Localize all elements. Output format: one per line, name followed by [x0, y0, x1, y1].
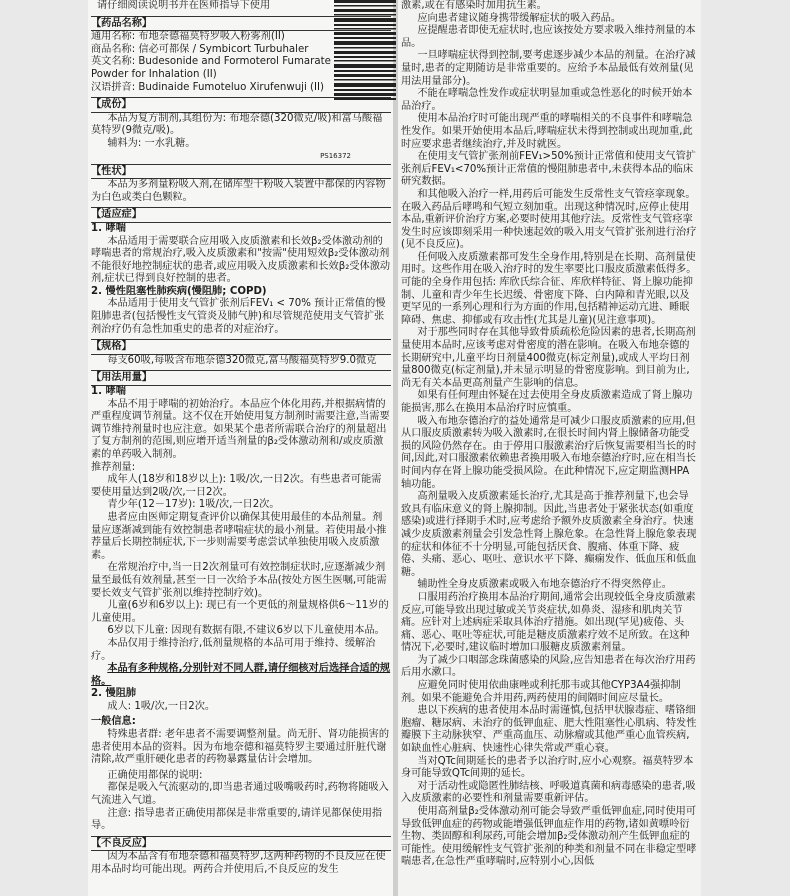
correct-use-text: 都保是吸入气流驱动的,即当患者通过吸嘴吸药时,药物将随吸入气流进入气道。	[91, 782, 389, 807]
usage-paragraph-1: 本品不用于哮喘的初始治疗。本品应个体化用药,并根据病情的严重程度调节剂量。这不仅在开始使用复方制剂时需要注意,当需要调节维持剂量时也应注意。如果某个患者所需联合治疗的剂量超出了复方制剂的范围,则应增开适当剂量的β₂受体激动剂和/或皮质激素的单药吸入制剂。	[91, 398, 390, 460]
right-para-11: 如果有任何理由怀疑在过去使用全身皮质激素造成了肾上腺功能损害,那么在换用本品治疗时应慎重。	[401, 390, 693, 414]
right-para-7: 在使用支气管扩张剂前FEV₁>50%预计正常值和使用支气管扩张剂后FEV₁<70%预计正常值的慢阻肺患者中,未获得本品的临床研究数据。	[401, 151, 696, 188]
properties-text: 本品为多剂量粉吸入剂,在储库型干粉吸入装置中都保的内容物为白色或类白色颗粒。	[91, 179, 386, 203]
child-dose: 儿童(6岁和6岁以上): 现已有一个更低的剂量规格供6～11岁的儿童使用。	[91, 600, 389, 624]
indication-asthma-text: 本品适用于需要联合应用吸入皮质激素和长效β₂受体激动剂的哮喘患者的常规治疗,吸入皮质激素和"按需"使用短效β₂受体激动剂不能很好地控制症状的患者,或应用吸入皮质激素和长效β₂受体激动剂,症状已得到良好控制的患者。	[91, 235, 391, 285]
section-heading-usage: 【用法用量】	[91, 370, 391, 386]
spec-text: 每支60吸,每吸含布地奈德320微克,富马酸福莫特罗9.0微克	[107, 354, 377, 366]
usage-paragraph-3: 在常规治疗中,当一日2次剂量可有效控制症状时,应逐渐减少剂量至最低有效剂量,甚至一日一次给予本品(按处方医生医嘱,可能需要长效支气管扩张剂以维持控制疗效)。	[91, 562, 387, 599]
right-para-8: 和其他吸入治疗一样,用药后可能发生反常性支气管痉挛现象。在吸入药品后哮鸣和气短立刻加重。出现这种情况时,应停止使用本品,重新评价治疗方案,必要时使用其他疗法。反常性支气管痉挛发生时应该即刻采用一种快速起效的吸入用支气管扩张剂进行治疗(见不良反应)。	[401, 188, 697, 251]
general-info-title: 一般信息:	[91, 716, 136, 728]
right-para-6: 使用本品治疗时可能出现严重的哮喘相关的不良事件和哮喘急性发作。如果开始使用本品后,哮喘症状未得到控制或出现加重,此时应要求患者继续治疗,并及时就医。	[401, 113, 693, 150]
section-heading-spec: 【规格】	[91, 339, 391, 355]
composition-text: 本品为复方制剂,其组份为: 布地奈德(320微克/吸)和富马酸福莫特罗(9微克/吸)。	[91, 112, 383, 137]
indication-asthma-title: 1. 哮喘	[91, 222, 126, 234]
right-para-17: 应避免同时使用依曲康唑或利托那韦或其他CYP3A4强抑制剂。如果不能避免合并用药,两药使用的间隔时间应尽量长。	[401, 680, 681, 704]
right-para-2: 应向患者建议随身携带缓解症状的吸入药品。	[417, 12, 622, 24]
right-para-13: 高剂量吸入皮质激素延长治疗,尤其是高于推荐剂量下,也会导致具有临床意义的肾上腺抑制。因此,当患者处于紧张状态(如重度感染)或进行择期手术时,应考虑给予额外皮质激素全身治疗。快速减少皮质激素剂量会引发急性肾上腺危象。在急性肾上腺危象表现的症状和体征不十分明显,可能包括厌食、腹痛、体重下降、疲倦、头痛、恶心、呕吐、意识水平下降、癫痫发作、低血压和低血糖。	[401, 491, 697, 578]
section-heading-drug-name: 【药品名称】	[91, 16, 391, 32]
right-para-15: 口服用药治疗换用本品治疗期间,通常会出现较低全身皮质激素反应,可能导致出现过敏或关节炎症状,如鼻炎、湿疹和肌肉关节痛。应针对上述病症采取具体治疗措施。如出现(罕见)疲倦、头痛、恶心、呕吐等症状,可能是糖皮质激素疗效不足所致。在这种情况下,必要时,建议临时增加口服糖皮质激素剂量。	[401, 591, 696, 654]
pinyin-name: 汉语拼音: Budinaide Fumoteluo Xirufenwuji (II)	[91, 81, 325, 93]
instruction-line: 请仔细阅读说明书并在医师指导下使用	[97, 0, 271, 11]
section-heading-indication: 【适应症】	[91, 207, 391, 223]
right-para-9: 任何吸入皮质激素都可发生全身作用,特别是在长期、高剂量使用时。这些作用在吸入治疗时的发生率要比口服皮质激素低得多。可能的全身作用包括: 库欣氏综合征、库欣样特征、肾上腺功能抑制、儿童和青少年生长迟缓、骨密度下降、白内障和青光眼,以及更罕见的一系列心理和行为方面的作用,包括精神运动亢进、睡眠障碍、焦虑、抑郁或有攻击性(尤其是儿童)(见注意事项)。	[401, 251, 697, 326]
teen-dose: 青少年(12－17岁): 1吸/次,一日2次。	[107, 499, 280, 511]
right-para-10: 对于那些同时存在其他导致骨质疏松危险因素的患者,长期高剂量使用本品时,应该考虑对骨密度的潜在影响。在吸入布地奈德的长期研究中,儿童平均日剂量400微克(标定剂量),或成人平均日剂量800微克(标定剂量),并未显示明显的骨密度影响。到目前为止,尚无有关本品更高剂量产生影响的信息。	[401, 327, 696, 389]
correct-use-title: 正确使用都保的说明:	[107, 769, 203, 781]
trade-name: 商品名称: 信必可都保 / Symbicort Turbuhaler	[91, 43, 309, 55]
right-para-14: 辅助性全身皮质激素或吸入布地奈德治疗不得突然停止。	[417, 579, 672, 591]
indication-copd-title: 2. 慢性阻塞性肺疾病(慢阻肺; COPD)	[91, 285, 267, 297]
right-para-4: 一旦哮喘症状得到控制,要考虑逐步减少本品的剂量。在治疗减量时,患者的定期随访是非常重要的。应给予本品最低有效剂量(见用法用量部分)。	[401, 50, 696, 87]
specification-warning: 本品有多种规格,分别针对不同人群,请仔细核对后选择合适的规格。	[91, 663, 391, 687]
indication-copd-text: 本品适用于使用支气管扩张剂后FEV₁ < 70% 预计正常值的慢阻肺患者(包括慢性支气管炎及肺气肿)和尽管规范使用支气管扩张剂治疗仍有急性加重史的患者的对症治疗。	[91, 298, 386, 335]
adult-dose: 成年人(18岁和18岁以上): 1吸/次,一日2次。有些患者可能需要使用量达到2吸/次,一日2次。	[91, 474, 382, 498]
right-para-16: 为了减少口咽部念珠菌感染的风险,应告知患者在每次治疗用药后用水漱口。	[401, 654, 696, 679]
english-name-line-2: Powder for Inhalation (II)	[91, 68, 217, 80]
right-para-18: 患以下疾病的患者使用本品时需谨慎,包括甲状腺毒症、嗜铬细胞瘤、糖尿病、未治疗的低钾血症、肥大性阻塞性心肌病、特发性瓣膜下主动脉狭窄、严重高血压、动脉瘤或其他严重心血管疾病,如缺血性心脏病、快速性心律失常或严重心衰。	[401, 705, 697, 755]
right-para-1: 激素,或在有感染时加用抗生素。	[401, 0, 547, 11]
right-para-12: 吸入布地奈德治疗的益处通常是可减少口服皮质激素的应用,但从口服皮质激素转为吸入激素时,在很长时间内肾上腺储备功能受损的风险仍然存在。由于停用口服激素治疗后恢复需要相当长的时间,因此,对口服激素依赖患者换用吸入布地奈德治疗时,应在相当长时间内存在肾上腺功能受损风险。在此种情况下,应定期监测HPA轴功能。	[401, 415, 697, 490]
right-para-20: 对于活动性或隐匿性肺结核、呼吸道真菌和病毒感染的患者,吸入皮质激素的必要性和剂量需要重新评估。	[401, 780, 696, 805]
english-name-line-1: 英文名称: Budesonide and Formoterol Fumarate	[91, 56, 331, 68]
excipient-text: 辅料为: 一水乳糖。	[107, 137, 196, 149]
right-para-19: 当对QTc间期延长的患者予以治疗时,应小心观察。福莫特罗本身可能导致QTc间期的延长。	[401, 755, 694, 780]
section-heading-composition: 【成份】	[91, 97, 391, 113]
right-text-column	[401, 0, 697, 896]
maintenance-note: 本品仅用于维持治疗,低剂量规格的本品可用于维持、缓解治疗。	[91, 637, 376, 662]
copd-dose: 成人: 1吸/次,一日2次。	[107, 700, 216, 712]
usage-asthma-title: 1. 哮喘	[91, 386, 126, 398]
recommended-dose-label: 推荐剂量:	[91, 461, 136, 473]
adverse-text: 因为本品含有布地奈德和福莫特罗,这两种药物的不良反应在使用本品时均可能出现。两药合并使用后,不良反应的发生	[91, 851, 386, 875]
right-para-3: 应提醒患者即使无症状时,也应该按处方要求吸入维持剂量的本品。	[401, 25, 696, 49]
attention-note: 注意: 指导患者正确使用都保是非常重要的,请详见都保使用指导。	[91, 807, 383, 832]
left-text-column	[91, 0, 391, 896]
right-para-5: 不能在哮喘急性发作或症状明显加重或急性恶化的时候开始本品治疗。	[401, 88, 693, 112]
section-heading-adverse: 【不良反应】	[91, 836, 391, 852]
right-para-21: 使用高剂量β₂受体激动剂可能会导致严重低钾血症,同时使用可导致低钾血症的药物或能增强低钾血症作用的药物,诸如黄嘌呤衍生物、类固醇和利尿药,可能会增加β₂受体激动剂产生低钾血症的可能性。使用缓解性支气管扩张剂的种类和剂量不同在非稳定型哮喘患者,在急性严重哮喘时,应特别小心,因低	[401, 806, 697, 868]
section-heading-properties: 【性状】	[91, 164, 391, 180]
document-code: PS16372	[320, 151, 351, 160]
generic-name: 通用名称: 布地奈德福莫特罗吸入粉雾剂(II)	[91, 31, 285, 43]
usage-copd-title: 2. 慢阻肺	[91, 688, 137, 700]
special-populations: 特殊患者群: 老年患者不需要调整剂量。尚无肝、肾功能损害的患者使用本品的资料。因为布地奈德和福莫特罗主要通过肝脏代谢清除,故严重肝硬化患者的药物暴露量估计会增加。	[91, 729, 390, 766]
child-under-6: 6岁以下儿童: 因现有数据有限,不建议6岁以下儿童使用本品。	[107, 625, 385, 637]
usage-paragraph-2: 患者应由医师定期复查评价以确保其使用最佳的本品剂量。剂量应逐渐减到能有效控制患者哮喘症状的最小剂量。若使用最小推荐量后长期控制症状,下一步则需要考虑尝试单独使用吸入皮质激素。	[91, 511, 387, 561]
